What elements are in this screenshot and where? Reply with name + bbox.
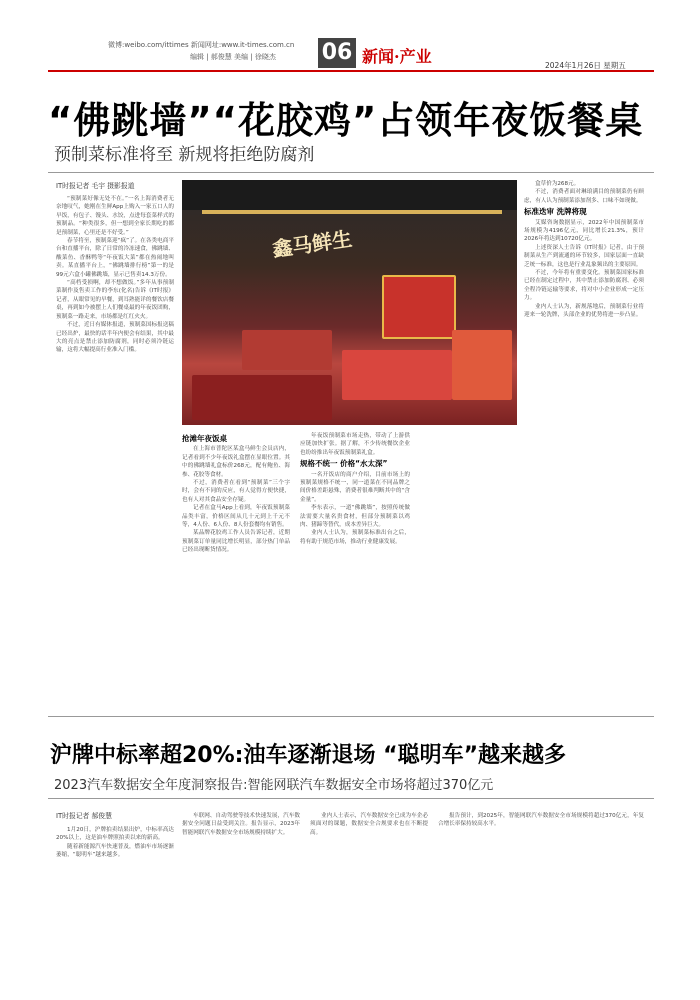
story1-col2 [182,432,290,702]
paragraph: “预制菜好像无处不在。”一名上海消费者无奈地叹气，她刚在生鲜App上购入一家五口人的早饭，有包子、馒头、水饺，点进每套菜样式的预制品。“种类很多，但一想到全家长期吃的都是预制菜，心里还是不好受。” [56,196,174,236]
story1-col1 [56,195,174,545]
section-heading: 抢滩年夜饭桌 [182,434,227,443]
story1-photo [182,180,517,425]
story1-byline: IT时报记者 毛宇 摄影报道 [56,182,135,190]
paragraph: 不过，今年将有重要变化。预制菜国家标准已经在制定过程中，其中禁止添加防腐剂、必须全程冷链运输等要求，将对中小企业形成一定压力。 [524,270,644,302]
story2-headline: 沪牌中标率超20%:油车逐渐退场 “聪明车”越来越多 [50,743,567,768]
freezer [192,375,332,420]
paragraph: 不过，消费者面对琳琅满目的预制菜仍有顾虑，有人认为预制菜添加剂多、口味不如现做。 [524,189,644,204]
story2-col2 [182,812,300,992]
paragraph: 报告预计，到2025年，智能网联汽车数据安全市场规模将超过370亿元，年复合增长率保持较高水平。 [438,813,644,828]
paragraph: 艾媒咨询数据显示，2022年中国预制菜市场规模为4196亿元，同比增长21.3%，预计2026年将达到10720亿元。 [524,219,644,243]
paragraph: 某品牌花胶鸡工作人员告诉记者，近期预制菜订单量同比增长明显，部分热门单品已经出现断货情况。 [182,530,290,554]
story2-col4 [438,812,644,992]
store-sign: 鑫马鲜生 [270,226,354,262]
paragraph: 不过，消费者在看到“预制菜”三个字时，会有不同的反应，有人觉得方便快捷，也有人对其食品安全存疑。 [182,480,290,503]
giftbox [382,275,456,339]
section-title: 新闻·产业 [362,47,432,66]
paragraph: 在上海市普陀区某盒马鲜生会员店内，记者看到不少年夜饭礼盒摆在显眼位置。其中的佛跳墙礼盒标价268元，配有鲍鱼、海参、花胶等食材。 [182,446,290,478]
header-editors: 编辑 | 郝俊慧 美编 | 徐晓杰 [190,53,276,61]
section-heading: 规格不统一 价格“水太深” [300,459,388,469]
header-weibo: 微博:weibo.com/ittimes 新闻网址:www.it-times.com.cn [108,41,295,49]
paragraph: 李东表示，一道“佛跳墙”，按照传统做法需要大量名贵食材，但部分预制菜以鸡肉、猪蹄等替代，成本差异巨大。 [300,505,410,529]
story1-rule [48,172,654,173]
story2-rule [48,798,654,799]
ceiling [182,180,517,210]
paragraph: “高档受损啊，却不想做饭。”多年从事预制菜制作及售卖工作的李东(化名)告诉《IT时报》记者，从眼常见的早餐，到耳熟能详的餐饮店餐桌，再到如今被摆上人们餐桌最的年夜饭团购，预制菜一路走来，市场都是红红火火。 [56,280,174,320]
paragraph: 业内人士认为，新规落地后，预制菜行业将迎来一轮洗牌，头部企业的优势将进一步凸显。 [524,303,644,319]
paragraph: 一名开饭店的商户介绍，目前市场上的预制菜规格不统一，同一道菜在不同品牌之间价格差距悬殊，消费者很难判断其中的“含金量”。 [300,471,410,503]
paragraph: 随着新能源汽车快速普及，燃油车市场逐渐萎缩，“聪明车”越来越多。 [56,843,174,859]
story1-subhead: 预制菜标准将至 新规将拒绝防腐剂 [54,145,315,165]
paragraph: 不过，近日有媒体报道，预制菜国标报送稿已经出炉，最快的话半年内便会有结果，其中最大的亮点是禁止添加防腐剂，同时必须冷链运输，这将大幅提高行业准入门槛。 [56,322,174,354]
paragraph: 车联网、自动驾驶等技术快速发展，汽车数据安全问题日益受到关注。报告显示，2023年智能网联汽车数据安全市场规模持续扩大。 [182,813,300,836]
story2-byline: IT时报记者 郝俊慧 [56,812,112,820]
paragraph: 业内人士表示，汽车数据安全已成为车企必须面对的课题，数据安全合规要求也在不断提高。 [310,813,428,836]
paragraph: 春节将至，预制菜迎“疯”了。在各类电商平台和直播平台，除了日常的冷冻速食，佛跳墙、酸菜鱼、香酥鸭等“年夜饭大菜”都在热闹地叫卖。某直播平台上，“佛跳墙排行榜”第一的是99元六盒小罐佛跳墙，显示已售卖14.3万份。 [56,238,174,278]
paragraph: 记者在盒马App上看到，年夜饭预制菜品类丰富，价格区间从几十元到上千元不等，4人份、6人份、8人份套餐均有销售。 [182,505,290,529]
giftbox [342,350,452,400]
page-number: 06 [318,38,356,68]
paragraph: 盒草价为268元。 [535,181,580,187]
story-divider [48,716,654,717]
story1-headline: “佛跳墙”“花胶鸡”占领年夜饭餐桌 [48,99,644,142]
story2-subhead: 2023汽车数据安全年度洞察报告:智能网联汽车数据安全市场将超过370亿元 [54,778,494,793]
issue-date: 2024年1月26日 星期五 [545,61,626,70]
giftbox [452,330,512,400]
paragraph: 1月20日，沪牌拍卖结果出炉，中标率高达20%以上，这是油车牌照拍卖以来的新高。 [56,827,174,842]
shelf [202,210,502,214]
giftbox [242,330,332,370]
story1-col3 [300,432,410,702]
story2-col3 [310,812,428,992]
paragraph: 年夜饭预制菜市场走热，带动了上游供应链加快扩张。据了解，不少传统餐饮企业也纷纷推出年夜饭预制菜礼盒。 [300,433,410,456]
header-rule [48,70,654,72]
story2-col1 [56,826,174,991]
section-heading: 标准迭审 洗牌将现 [524,207,587,217]
paragraph: 上述资深人士告诉《IT时报》记者，由于预制菜从生产到流通的环节较多，国家层面一直缺乏统一标准，这也是行业乱象频出的主要原因。 [524,244,644,268]
story1-col4 [524,180,644,700]
paragraph: 业内人士认为，预制菜标准出台之后，将有助于规范市场，推动行业健康发展。 [300,530,410,545]
